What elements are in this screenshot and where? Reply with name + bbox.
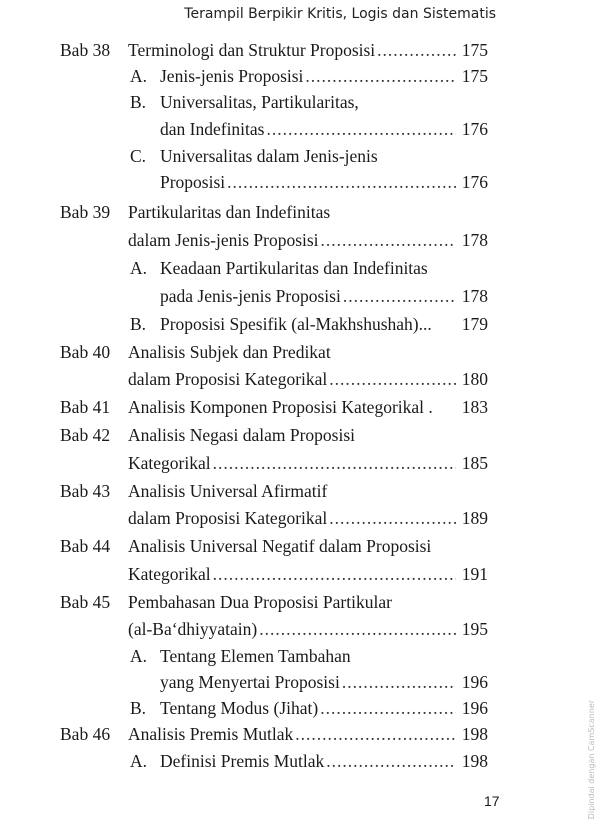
entry-title: Analisis Universal Negatif dalam Proposisi	[128, 536, 432, 556]
page-ref: 183	[461, 397, 488, 417]
entry-title: Universalitas, Partikularitas,	[160, 92, 359, 112]
toc-subentry	[0, 254, 600, 282]
page-ref: 175	[461, 40, 488, 60]
chapter-label: Bab 42	[60, 425, 111, 445]
toc-subentry-cont	[0, 668, 600, 696]
entry-title: (al-Ba‘dhiyyatain)	[128, 619, 258, 639]
page-ref: 179	[461, 314, 488, 334]
toc-entry-cont	[0, 449, 600, 477]
page-ref: 198	[461, 751, 488, 771]
toc-subentry	[0, 310, 600, 338]
toc-entry-cont	[0, 365, 600, 393]
dot-leader	[342, 668, 456, 696]
toc-subentry-cont	[0, 168, 600, 196]
page-ref: 175	[461, 66, 488, 86]
toc-subentry	[0, 142, 600, 170]
chapter-label: Bab 43	[60, 481, 111, 501]
toc-entry-bab-46	[0, 720, 600, 748]
page-ref: 198	[461, 724, 488, 744]
entry-title: Pembahasan Dua Proposisi Partikular	[128, 592, 392, 612]
entry-title: pada Jenis-jenis Proposisi	[160, 286, 341, 306]
page-ref: 178	[461, 230, 488, 250]
page-ref: 176	[461, 172, 488, 192]
entry-title: dan Indefinitas	[160, 119, 265, 139]
entry-title: Tentang Elemen Tambahan	[160, 646, 351, 666]
page-ref: 196	[461, 698, 488, 718]
dot-leader	[320, 694, 456, 722]
chapter-label: Bab 45	[60, 592, 111, 612]
entry-title: Analisis Komponen Proposisi Kategorikal .	[128, 397, 433, 417]
toc-subentry-cont	[0, 282, 600, 310]
entry-title: Kategorikal	[128, 453, 211, 473]
toc-entry-cont	[0, 504, 600, 532]
entry-title: Proposisi	[160, 172, 226, 192]
page-ref: 176	[461, 119, 488, 139]
toc-subentry	[0, 694, 600, 722]
dot-leader	[329, 365, 456, 393]
dot-leader	[266, 115, 456, 143]
subentry-letter: A.	[130, 646, 148, 666]
toc-entry-bab-45	[0, 588, 600, 616]
dot-leader	[377, 36, 456, 64]
entry-title: Partikularitas dan Indefinitas	[128, 202, 331, 222]
entry-title: Tentang Modus (Jihat)	[160, 698, 319, 718]
toc-subentry	[0, 62, 600, 90]
scanner-watermark: Dipindai dengan CamScanner	[587, 700, 596, 820]
subentry-letter: A.	[130, 751, 148, 771]
toc-entry-bab-44	[0, 532, 600, 560]
dot-leader	[326, 747, 456, 775]
toc-entry-bab-42	[0, 421, 600, 449]
page-ref: 180	[461, 369, 488, 389]
chapter-label: Bab 44	[60, 536, 111, 556]
toc-entry-bab-43	[0, 477, 600, 505]
page-number: 17	[484, 793, 500, 809]
entry-title: dalam Jenis-jenis Proposisi	[128, 230, 319, 250]
dot-leader	[259, 615, 456, 643]
dot-leader	[227, 168, 456, 196]
entry-title: Keadaan Partikularitas dan Indefinitas	[160, 258, 428, 278]
entry-title: Definisi Premis Mutlak	[160, 751, 325, 771]
page-ref: 196	[461, 672, 488, 692]
chapter-label: Bab 40	[60, 342, 111, 362]
entry-title: Analisis Premis Mutlak	[128, 724, 294, 744]
entry-title: Universalitas dalam Jenis-jenis	[160, 146, 378, 166]
page-ref: 178	[461, 286, 488, 306]
entry-title: Proposisi Spesifik (al-Makhshushah)...	[160, 314, 432, 334]
dot-leader	[295, 720, 456, 748]
page-ref: 191	[461, 564, 488, 584]
subentry-letter: C.	[130, 146, 147, 166]
toc-subentry-cont	[0, 115, 600, 143]
dot-leader	[213, 560, 456, 588]
entry-title: dalam Proposisi Kategorikal	[128, 508, 328, 528]
subentry-letter: B.	[130, 314, 147, 334]
toc-subentry	[0, 642, 600, 670]
toc-entry-bab-41	[0, 393, 600, 421]
page-ref: 195	[461, 619, 488, 639]
chapter-label: Bab 41	[60, 397, 111, 417]
toc-entry-bab-40	[0, 338, 600, 366]
chapter-label: Bab 39	[60, 202, 111, 222]
toc-entry-cont	[0, 560, 600, 588]
page-ref: 189	[461, 508, 488, 528]
dot-leader	[305, 62, 456, 90]
page-ref: 185	[461, 453, 488, 473]
entry-title: Terminologi dan Struktur Proposisi	[128, 40, 376, 60]
entry-title: dalam Proposisi Kategorikal	[128, 369, 328, 389]
entry-title: yang Menyertai Proposisi	[160, 672, 340, 692]
entry-title: Analisis Subjek dan Predikat	[128, 342, 331, 362]
running-header: Terampil Berpikir Kritis, Logis dan Sistematis	[184, 6, 496, 22]
toc-subentry	[0, 88, 600, 116]
toc-entry-bab-38	[0, 36, 600, 64]
toc-entry-cont	[0, 226, 600, 254]
subentry-letter: A.	[130, 66, 148, 86]
entry-title: Jenis-jenis Proposisi	[160, 66, 304, 86]
toc-subentry	[0, 747, 600, 775]
toc-entry-bab-39	[0, 198, 600, 226]
toc-entry-cont	[0, 615, 600, 643]
dot-leader	[329, 504, 456, 532]
dot-leader	[213, 449, 456, 477]
entry-title: Analisis Universal Afirmatif	[128, 481, 328, 501]
chapter-label: Bab 46	[60, 724, 111, 744]
entry-title: Analisis Negasi dalam Proposisi	[128, 425, 355, 445]
subentry-letter: B.	[130, 698, 147, 718]
dot-leader	[321, 226, 456, 254]
subentry-letter: A.	[130, 258, 148, 278]
chapter-label: Bab 38	[60, 40, 111, 60]
subentry-letter: B.	[130, 92, 147, 112]
dot-leader	[343, 282, 456, 310]
entry-title: Kategorikal	[128, 564, 211, 584]
